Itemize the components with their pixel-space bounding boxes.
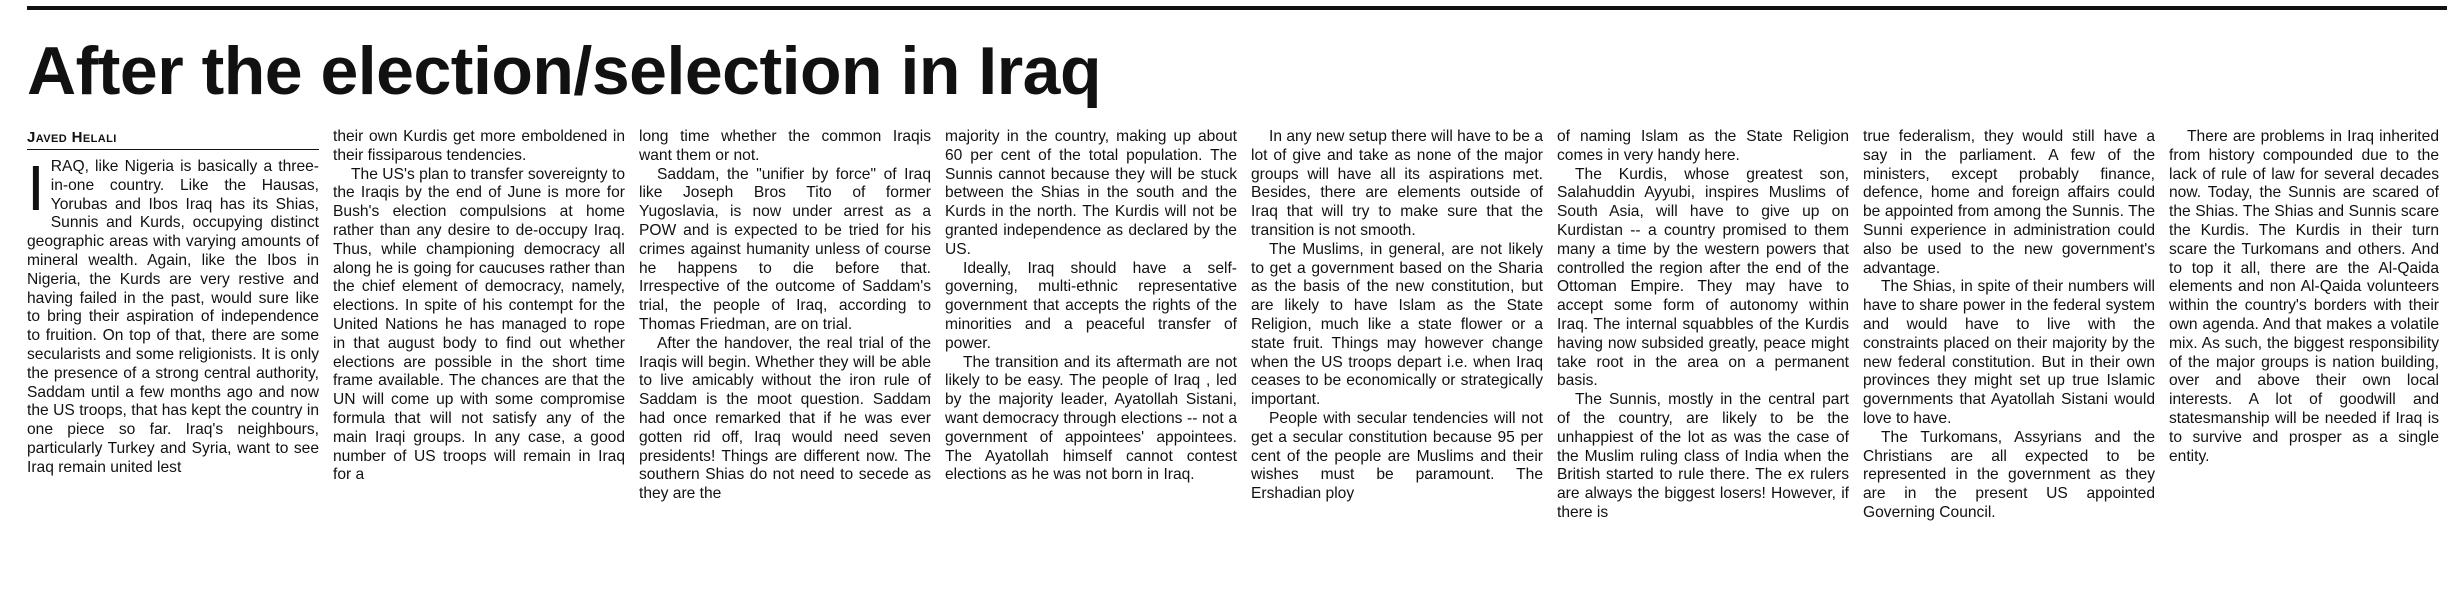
paragraph: There are problems in Iraq inherited from history compounded due to the lack of rule of law for several decades now. Today, the Sunnis are scared of the Shias. The Shias and Sunnis scare the Kurdis. The Kurdis in their turn scare the Turkomans and others. And to top it all, there are the Al-Qaida elements and non Al-Qaida volunteers within the country's borders with their own agenda. And that makes a volatile mix. As such, the biggest responsibility of the major groups is nation building, over and above their own local interests. A lot of goodwill and statesmanship will be needed if Iraq is to survive and prosper as a single entity.: [2169, 128, 2439, 465]
byline-name: Javed Helali: [27, 129, 117, 146]
paragraph: The Shias, in spite of their numbers will have to share power in the federal system and would have to live with the constraints placed on their majority by the new federal constitution. But in their own provinces they might set up true Islamic governments that Ayatollah Sistani would love to have.: [1863, 278, 2155, 427]
paragraph: Saddam, the "unifier by force" of Iraq like Joseph Bros Tito of former Yugoslavia, is now under arrest as a POW and is expected to be tried for his crimes against humanity unless of course he happens to die before that. Irrespective of the outcome of Saddam's trial, the people of Iraq, according to Thomas Friedman, are on trial.: [639, 165, 931, 333]
paragraph: majority in the country, making up about 60 per cent of the total population. The Sunnis cannot because they will be stuck between the Shias in the south and the Kurds in the north. The Kurdis will not be granted independence as declared by the US.: [945, 128, 1237, 258]
paragraph: The Muslims, in general, are not likely to get a government based on the Sharia as the basis of the new constitution, but are likely to have Islam as the State Religion, much like a state flower or a state fruit. Things may however change when the US troops depart i.e. when Iraq ceases to be economically or strategically important.: [1251, 240, 1543, 409]
paragraph: The transition and its aftermath are not likely to be easy. The people of Iraq , led by the majority leader, Ayatollah Sistani, want democracy through elections -- not a government of appointees' appointees. The Ayatollah himself cannot contest elections as he was not born in Iraq.: [945, 353, 1237, 484]
article-column-2: [333, 128, 625, 608]
paragraph: of naming Islam as the State Religion comes in very handy here.: [1557, 128, 1849, 164]
paragraph: In any new setup there will have to be a lot of give and take as none of the major groups will have all its aspirations met. Besides, there are elements outside of Iraq that will try to make sure that the transition is not smooth.: [1251, 128, 1543, 239]
article-column-4: [945, 128, 1237, 608]
byline: [27, 128, 319, 150]
paragraph: After the handover, the real trial of the Iraqis will begin. Whether they will be able to live amicably without the iron rule of Saddam is the moot question. Saddam had once remarked that if he was ever gotten rid off, Iraq would need seven presidents! Things are different now. The southern Shias do not need to secede as they are the: [639, 334, 931, 503]
article-column-8: [2169, 128, 2439, 608]
article-column-3: [639, 128, 931, 608]
headline: After the election/selection in Iraq: [27, 33, 1102, 109]
paragraph: their own Kurdis get more emboldened in their fissiparous tendencies.: [333, 128, 625, 164]
paragraph: Ideally, Iraq should have a self-governing, multi-ethnic representative government that accepts the rights of the minorities and a peaceful transfer of power.: [945, 259, 1237, 352]
article-column-5: [1251, 128, 1543, 608]
paragraph: The US's plan to transfer sovereignty to the Iraqis by the end of June is more for Bush's election compulsions at home rather than any desire to de-occupy Iraq. Thus, while championing democracy all along he is going for caucuses rather than the chief element of democracy, namely, elections. In spite of his contempt for the United Nations he has managed to rope in that august body to find out whether elections are possible in the short time frame available. The chances are that the UN will come up with some compromise formula that will not satisfy any of the main Iraqi groups. In any case, a good number of US troops will remain in Iraq for a: [333, 165, 625, 484]
paragraph: People with secular tendencies will not get a secular constitution because 95 per cent of the people are Muslims and their wishes must be paramount. The Ershadian ploy: [1251, 409, 1543, 503]
paragraph: The Turkomans, Assyrians and the Christians are all expected to be represented in the government as they are in the present US appointed Governing Council.: [1863, 428, 2155, 521]
top-rule: [27, 6, 2447, 10]
article-column-7: [1863, 128, 2155, 608]
paragraph: RAQ, like Nigeria is basically a three-in-one country. Like the Hausas, Yorubas and Ibos Iraq has its Shias, Sunnis and Kurds, occupying distinct geographic areas with varying amounts of mineral wealth. Again, like the Ibos in Nigeria, the Kurds are very restive and having failed in the past, would sure like to bring their aspiration of independence to fruition. On top of that, there are some secularists and some religionists. It is only the presence of a strong central authority, Saddam until a few months ago and now the US troops, that has kept the country in one piece so far. Iraq's neighbours, particularly Turkey and Syria, want to see Iraq remain united lest: [27, 158, 319, 476]
article-body: [27, 128, 2447, 608]
article-column-1: [27, 128, 319, 608]
drop-cap: I: [27, 152, 45, 224]
paragraph: long time whether the common Iraqis want them or not.: [639, 128, 931, 164]
paragraph: true federalism, they would still have a say in the parliament. A few of the ministers, except probably finance, defence, home and foreign affairs could be appointed from among the Sunnis. The Sunni experience in administration could also be used to the new government's advantage.: [1863, 128, 2155, 277]
article-column-6: [1557, 128, 1849, 608]
paragraph: The Kurdis, whose greatest son, Salahuddin Ayyubi, inspires Muslims of South Asia, will have to give up on Kurdistan -- a country promised to them many a time by the western powers that controlled the region after the end of the Ottoman Empire. They may have to accept some form of autonomy within Iraq. The internal squabbles of the Kurdis having now subsided greatly, peace might take root in the area on a permanent basis.: [1557, 165, 1849, 390]
paragraph: The Sunnis, mostly in the central part of the country, are likely to be the unhappiest of the lot as was the case of the Muslim ruling class of India when the British started to rule there. The ex rulers are always the biggest losers! However, if there is: [1557, 391, 1849, 521]
